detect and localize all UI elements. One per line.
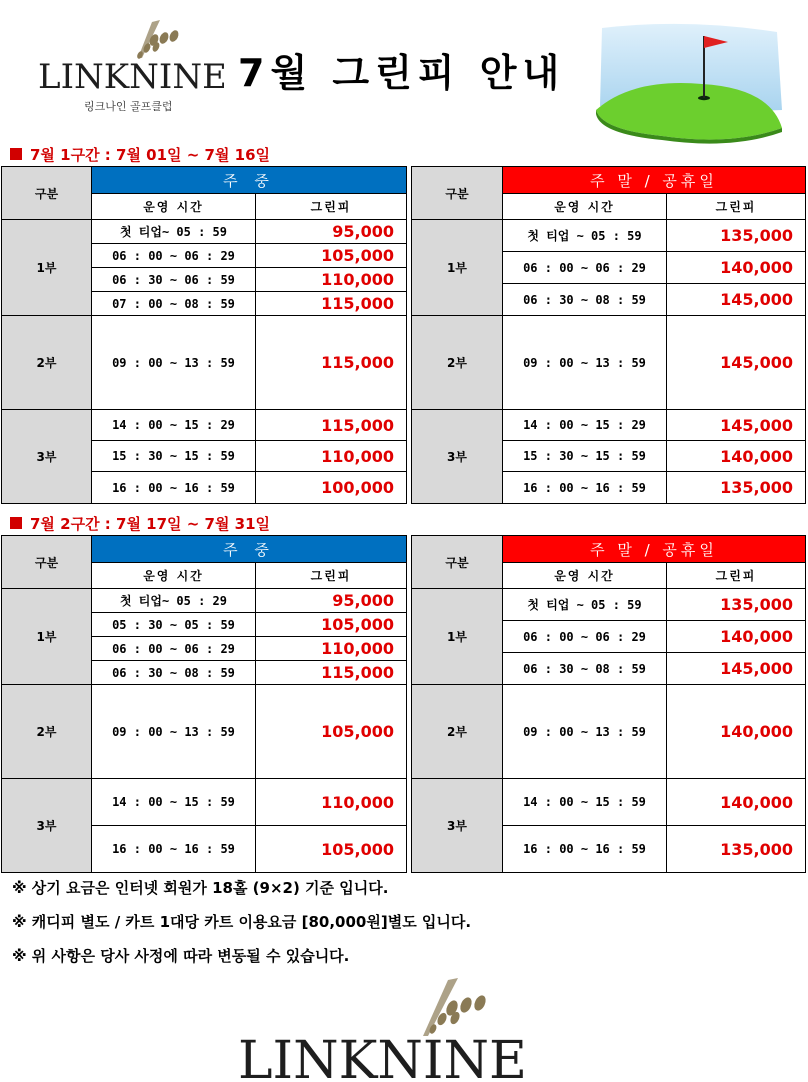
part-label: 1부 <box>2 220 92 316</box>
fee-cell: 145,000 <box>667 410 806 441</box>
fee-col-header: 그린피 <box>256 194 407 220</box>
weekend-table-2 <box>411 535 806 873</box>
time-col-header: 운영 시간 <box>92 563 256 589</box>
time-cell: 16 : 00 ~ 16 : 59 <box>503 472 667 504</box>
time-cell: 14 : 00 ~ 15 : 59 <box>92 779 256 826</box>
time-cell: 06 : 30 ~ 08 : 59 <box>503 653 667 685</box>
fee-cell: 140,000 <box>667 779 806 826</box>
time-cell: 14 : 00 ~ 15 : 29 <box>503 410 667 441</box>
note-line: ※ 상기 요금은 인터넷 회원가 18홀 (9×2) 기준 입니다. <box>12 879 389 897</box>
time-cell: 06 : 00 ~ 06 : 29 <box>503 252 667 284</box>
weekday-header: 주 중 <box>92 536 407 563</box>
time-cell: 16 : 00 ~ 16 : 59 <box>503 826 667 873</box>
period-2-title <box>10 513 270 534</box>
time-col-header: 운영 시간 <box>92 194 256 220</box>
fee-cell: 145,000 <box>667 316 806 410</box>
logo-wordmark: LINKNINE <box>38 57 224 97</box>
time-cell: 09 : 00 ~ 13 : 59 <box>503 316 667 410</box>
fee-cell: 115,000 <box>256 410 407 441</box>
fee-cell: 105,000 <box>256 244 407 268</box>
label-col-header: 구분 <box>412 167 503 220</box>
linknine-logo-top <box>34 18 224 118</box>
fee-cell: 145,000 <box>667 284 806 316</box>
fee-cell: 135,000 <box>667 472 806 504</box>
fee-col-header: 그린피 <box>667 194 806 220</box>
time-cell: 첫 티업 ~ 05 : 59 <box>503 589 667 621</box>
period-2-text: 7월 2구간 : 7월 17일 ~ 7월 31일 <box>30 515 271 533</box>
time-cell: 09 : 00 ~ 13 : 59 <box>92 316 256 410</box>
weekend-header: 주 말 / 공휴일 <box>503 167 806 194</box>
fee-cell: 115,000 <box>256 316 407 410</box>
part-label: 3부 <box>412 410 503 504</box>
fee-cell: 110,000 <box>256 779 407 826</box>
part-label: 3부 <box>412 779 503 873</box>
part-label: 2부 <box>412 316 503 410</box>
fee-cell: 115,000 <box>256 661 407 685</box>
part-label: 1부 <box>412 220 503 316</box>
label-col-header: 구분 <box>412 536 503 589</box>
time-cell: 16 : 00 ~ 16 : 59 <box>92 472 256 504</box>
fee-cell: 95,000 <box>256 589 407 613</box>
time-col-header: 운영 시간 <box>503 563 667 589</box>
time-cell: 14 : 00 ~ 15 : 29 <box>92 410 256 441</box>
fee-cell: 135,000 <box>667 589 806 621</box>
time-cell: 05 : 30 ~ 05 : 59 <box>92 613 256 637</box>
time-cell: 첫 티업~ 05 : 59 <box>92 220 256 244</box>
bullet-square-icon <box>10 517 22 529</box>
time-cell: 06 : 30 ~ 08 : 59 <box>92 661 256 685</box>
golf-green-illustration <box>592 18 787 148</box>
fee-cell: 140,000 <box>667 441 806 472</box>
fee-cell: 135,000 <box>667 220 806 252</box>
time-cell: 06 : 00 ~ 06 : 29 <box>503 621 667 653</box>
fee-cell: 115,000 <box>256 292 407 316</box>
label-col-header: 구분 <box>2 536 92 589</box>
time-col-header: 운영 시간 <box>503 194 667 220</box>
weekday-table-2 <box>1 535 407 873</box>
bullet-square-icon <box>10 148 22 160</box>
page-title: 7월 그린피 안내 <box>238 51 566 95</box>
time-cell: 첫 티업 ~ 05 : 59 <box>503 220 667 252</box>
time-cell: 15 : 30 ~ 15 : 59 <box>92 441 256 472</box>
time-cell: 09 : 00 ~ 13 : 59 <box>503 685 667 779</box>
fee-col-header: 그린피 <box>256 563 407 589</box>
time-cell: 07 : 00 ~ 08 : 59 <box>92 292 256 316</box>
fee-cell: 110,000 <box>256 637 407 661</box>
fee-cell: 140,000 <box>667 252 806 284</box>
label-col-header: 구분 <box>2 167 92 220</box>
fee-cell: 145,000 <box>667 653 806 685</box>
fee-cell: 110,000 <box>256 441 407 472</box>
time-cell: 첫 티업~ 05 : 29 <box>92 589 256 613</box>
fee-cell: 140,000 <box>667 685 806 779</box>
fee-cell: 110,000 <box>256 268 407 292</box>
time-cell: 16 : 00 ~ 16 : 59 <box>92 826 256 873</box>
part-label: 2부 <box>2 685 92 779</box>
fee-cell: 105,000 <box>256 613 407 637</box>
fee-cell: 135,000 <box>667 826 806 873</box>
part-label: 2부 <box>412 685 503 779</box>
fee-cell: 100,000 <box>256 472 407 504</box>
time-cell: 06 : 30 ~ 06 : 59 <box>92 268 256 292</box>
notes <box>12 876 471 978</box>
weekend-table-1 <box>411 166 806 504</box>
time-cell: 09 : 00 ~ 13 : 59 <box>92 685 256 779</box>
period-1-title <box>10 144 270 165</box>
fee-cell: 140,000 <box>667 621 806 653</box>
part-label: 3부 <box>2 779 92 873</box>
fee-cell: 105,000 <box>256 826 407 873</box>
period-1-text: 7월 1구간 : 7월 01일 ~ 7월 16일 <box>30 146 271 164</box>
fee-col-header: 그린피 <box>667 563 806 589</box>
part-label: 1부 <box>412 589 503 685</box>
weekend-header: 주 말 / 공휴일 <box>503 536 806 563</box>
time-cell: 06 : 30 ~ 08 : 59 <box>503 284 667 316</box>
weekday-table-1 <box>1 166 407 504</box>
time-cell: 06 : 00 ~ 06 : 29 <box>92 637 256 661</box>
time-cell: 15 : 30 ~ 15 : 59 <box>503 441 667 472</box>
linknine-logo-bottom <box>230 978 580 1078</box>
fee-cell: 95,000 <box>256 220 407 244</box>
weekday-header: 주 중 <box>92 167 407 194</box>
logo-subtitle: 링크나인 골프클럽 <box>84 100 173 113</box>
part-label: 1부 <box>2 589 92 685</box>
time-cell: 06 : 00 ~ 06 : 29 <box>92 244 256 268</box>
footer-logo-wordmark: LINKNINE <box>238 1031 527 1078</box>
time-cell: 14 : 00 ~ 15 : 59 <box>503 779 667 826</box>
note-line: ※ 위 사항은 당사 사정에 따라 변동될 수 있습니다. <box>12 947 350 965</box>
part-label: 3부 <box>2 410 92 504</box>
part-label: 2부 <box>2 316 92 410</box>
fee-cell: 105,000 <box>256 685 407 779</box>
note-line: ※ 캐디피 별도 / 카트 1대당 카트 이용요금 [80,000원]별도 입니다. <box>12 913 472 931</box>
